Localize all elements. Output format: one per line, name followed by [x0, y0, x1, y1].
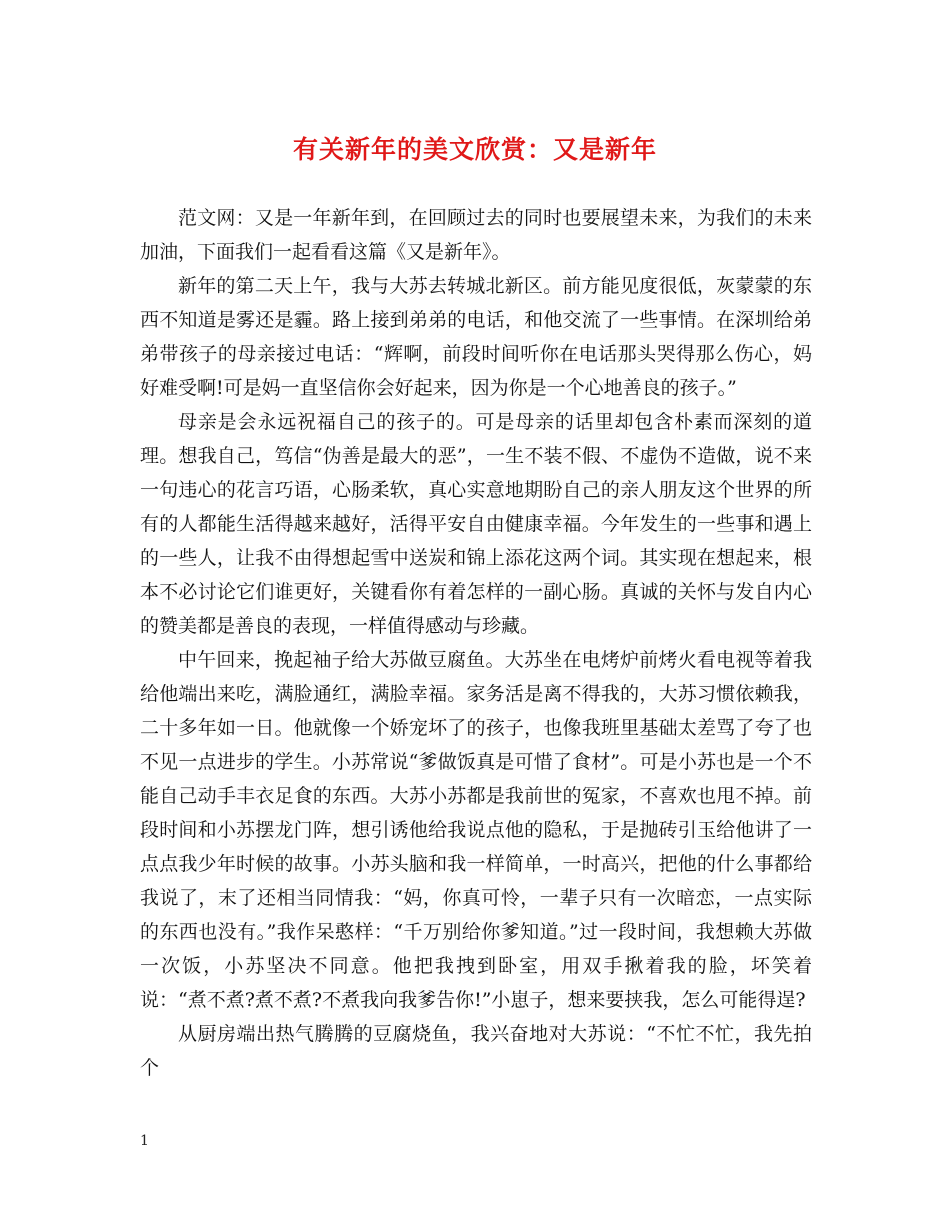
paragraph-4: 中午回来，挽起袖子给大苏做豆腐鱼。大苏坐在电烤炉前烤火看电视等着我给他端出来吃，满脸通红，满脸幸福。家务活是离不得我的，大苏习惯依赖我，二十多年如一日。他就像一个娇宠坏了的孩子，也像我班里基础太差骂了夸了也不见一点进步的学生。小苏常说“爹做饭真是可惜了食材”。可是小苏也是一个不能自己动手丰衣足食的东西。大苏小苏都是我前世的冤家，不喜欢也甩不掉。前段时间和小苏摆龙门阵，想引诱他给我说点他的隐私，于是抛砖引玉给他讲了一点点我少年时候的故事。小苏头脑和我一样简单，一时高兴，把他的什么事都给我说了，末了还相当同情我：“妈，你真可怜，一辈子只有一次暗恋，一点实际的东西也没有。”我作呆憨样：“千万别给你爹知道。”过一段时间，我想赖大苏做一次饭，小苏坚决不同意。他把我拽到卧室，用双手揪着我的脸，坏笑着说：“煮不煮?煮不煮?不煮我向我爹告你!”小崽子，想来要挟我，怎么可能得逞?	[140, 649, 812, 1011]
document-body	[140, 201, 812, 1085]
document-title: 有关新年的美文欣赏：又是新年	[292, 135, 657, 164]
paragraph-2: 新年的第二天上午，我与大苏去转城北新区。前方能见度很低，灰蒙蒙的东西不知道是雾还是霾。路上接到弟弟的电话，和他交流了一些事情。在深圳给弟弟带孩子的母亲接过电话：“辉啊，前段时间听你在电话那头哭得那么伤心，妈好难受啊!可是妈一直坚信你会好起来，因为你是一个心地善良的孩子。”	[140, 275, 812, 399]
paragraph-3: 母亲是会永远祝福自己的孩子的。可是母亲的话里却包含朴素而深刻的道理。想我自己，笃信“伪善是最大的恶”，一生不装不假、不虚伪不造做，说不来一句违心的花言巧语，心肠柔软，真心实意地期盼自己的亲人朋友这个世界的所有的人都能生活得越来越好，活得平安自由健康幸福。今年发生的一些事和遇上的一些人，让我不由得想起雪中送炭和锦上添花这两个词。其实现在想起来，根本不必讨论它们谁更好，关键看你有着怎样的一副心肠。真诚的关怀与发自内心的赞美都是善良的表现，一样值得感动与珍藏。	[140, 411, 812, 637]
paragraph-intro: 范文网：又是一年新年到，在回顾过去的同时也要展望未来，为我们的未来加油，下面我们一起看看这篇《又是新年》。	[140, 207, 812, 263]
paragraph-5: 从厨房端出热气腾腾的豆腐烧鱼，我兴奋地对大苏说：“不忙不忙，我先拍个	[140, 1023, 812, 1079]
page-number: 1	[140, 1133, 149, 1149]
